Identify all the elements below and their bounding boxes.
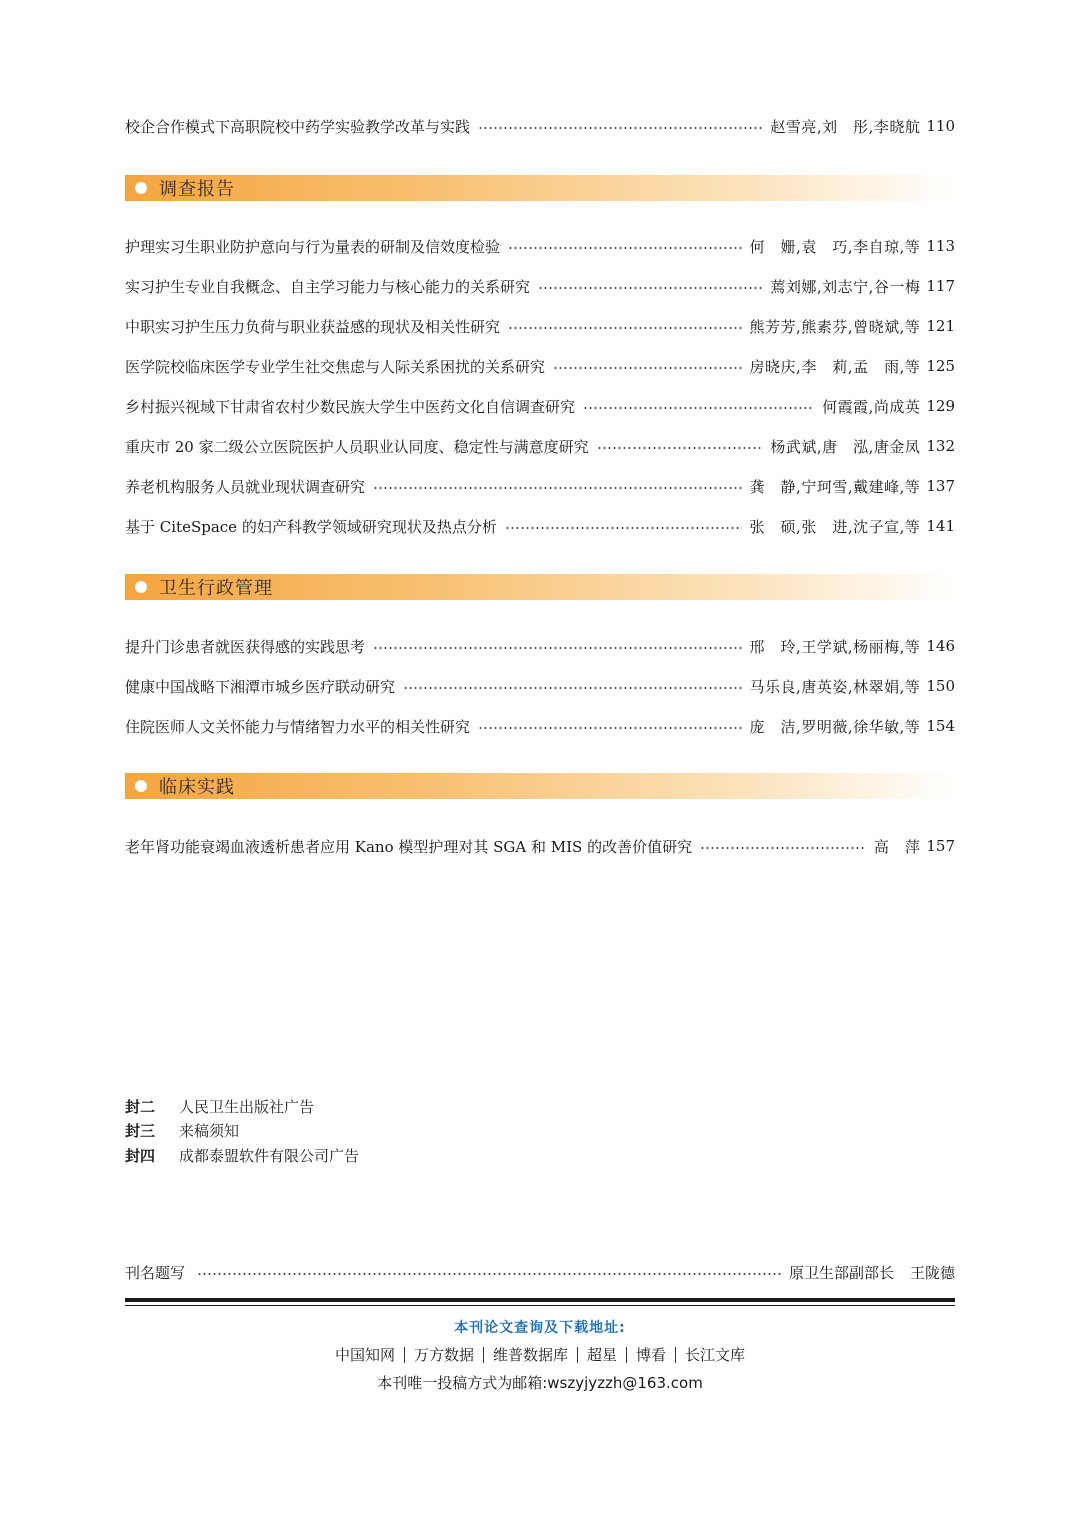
divider-thin: [125, 1305, 955, 1306]
section-label: 临床实践: [159, 777, 235, 798]
section-header-health-admin: [125, 574, 955, 600]
entry-page: 125: [926, 357, 955, 375]
entry-authors: 蔫刘娜,刘志宁,谷一梅: [770, 277, 921, 296]
cover-key: 封三: [125, 1121, 156, 1140]
database-item: 博看: [636, 1346, 667, 1364]
database-list: [0, 1344, 1080, 1365]
entry-authors: 熊芳芳,熊素芬,曾晓斌,等: [749, 317, 921, 336]
separator: [577, 1347, 578, 1363]
title-inscription: [125, 1260, 955, 1284]
leader-dots: [597, 447, 763, 449]
toc-entry[interactable]: [125, 234, 955, 258]
cover-value: 来稿须知: [179, 1121, 240, 1140]
entry-title: 校企合作模式下高职院校中药学实验教学改革与实践: [125, 117, 471, 136]
toc-entry[interactable]: [125, 674, 955, 698]
entry-authors: 杨武斌,唐 泓,唐金凤: [770, 437, 921, 456]
cover-note: [125, 1119, 239, 1141]
separator: [404, 1347, 405, 1363]
toc-entry[interactable]: [125, 474, 955, 498]
cover-note: [125, 1095, 314, 1117]
entry-authors: 赵雪亮,刘 彤,李晓航: [770, 117, 921, 136]
inscription-role: 原卫生部副部长: [788, 1263, 894, 1282]
database-item: 万方数据: [413, 1346, 474, 1364]
entry-authors: 高 萍: [873, 837, 921, 856]
toc-entry[interactable]: [125, 714, 955, 738]
leader-dots: [508, 247, 742, 249]
leader-dots: [583, 407, 814, 409]
leader-dots: [505, 527, 742, 529]
download-heading: 本刊论文查询及下载地址:: [454, 1320, 626, 1336]
cover-key: 封二: [125, 1097, 156, 1116]
entry-title: 护理实习生职业防护意向与行为量表的研制及信效度检验: [125, 237, 501, 256]
database-item: 超星: [587, 1346, 618, 1364]
section-label: 卫生行政管理: [159, 578, 273, 599]
toc-entry[interactable]: [125, 274, 955, 298]
leader-dots: [553, 367, 742, 369]
toc-entry[interactable]: [125, 314, 955, 338]
bullet-dot-icon: [135, 780, 147, 792]
toc-entry[interactable]: [125, 354, 955, 378]
entry-title: 提升门诊患者就医获得感的实践思考: [125, 637, 366, 656]
entry-title: 健康中国战略下湘潭市城乡医疗联动研究: [125, 677, 396, 696]
section-label: 调查报告: [159, 179, 235, 200]
entry-title: 老年肾功能衰竭血液透析患者应用 Kano 模型护理对其 SGA 和 MIS 的改善价值研究: [125, 837, 693, 856]
separator: [483, 1347, 484, 1363]
toc-entry[interactable]: [125, 114, 955, 138]
entry-page: 129: [926, 397, 955, 415]
divider-thick: [125, 1298, 955, 1302]
entry-page: 110: [926, 117, 955, 135]
entry-title: 基于 CiteSpace 的妇产科教学领域研究现状及热点分析: [125, 517, 497, 536]
cover-value: 成都泰盟软件有限公司广告: [179, 1146, 360, 1165]
leader-dots: [373, 487, 742, 489]
leader-dots: [403, 687, 742, 689]
submission-email: 本刊唯一投稿方式为邮箱:wszyjyzzh@163.com: [377, 1374, 703, 1392]
entry-page: 132: [926, 437, 955, 455]
entry-title: 养老机构服务人员就业现状调查研究: [125, 477, 366, 496]
database-item: 长江文库: [685, 1346, 746, 1364]
entry-title: 住院医师人文关怀能力与情绪智力水平的相关性研究: [125, 717, 471, 736]
toc-entry[interactable]: [125, 394, 955, 418]
toc-entry[interactable]: [125, 834, 955, 858]
toc-entry[interactable]: [125, 634, 955, 658]
leader-dots: [478, 727, 742, 729]
entry-page: 157: [926, 837, 955, 855]
entry-page: 141: [926, 517, 955, 535]
entry-authors: 龚 静,宁珂雪,戴建峰,等: [749, 477, 921, 496]
entry-page: 121: [926, 317, 955, 335]
entry-page: 113: [926, 237, 955, 255]
entry-page: 117: [926, 277, 955, 295]
entry-authors: 何 姗,袁 巧,李自琼,等: [749, 237, 921, 256]
inscription-name: 王陇德: [909, 1263, 955, 1282]
entry-title: 重庆市 20 家二级公立医院医护人员职业认同度、稳定性与满意度研究: [125, 437, 589, 456]
toc-entry[interactable]: [125, 434, 955, 458]
entry-page: 137: [926, 477, 955, 495]
entry-title: 乡村振兴视域下甘肃省农村少数民族大学生中医药文化自信调查研究: [125, 397, 576, 416]
bullet-dot-icon: [135, 581, 147, 593]
leader-dots: [478, 127, 762, 129]
cover-value: 人民卫生出版社广告: [179, 1097, 315, 1116]
entry-page: 150: [926, 677, 955, 695]
entry-page: 146: [926, 637, 955, 655]
entry-title: 实习护生专业自我概念、自主学习能力与核心能力的关系研究: [125, 277, 531, 296]
inscription-label: 刊名题写: [125, 1263, 186, 1282]
entry-authors: 邢 玲,王学斌,杨丽梅,等: [749, 637, 921, 656]
database-item: 中国知网: [334, 1346, 395, 1364]
bullet-dot-icon: [135, 182, 147, 194]
entry-page: 154: [926, 717, 955, 735]
section-header-survey: [125, 175, 955, 201]
leader-dots: [538, 287, 762, 289]
entry-authors: 马乐良,唐英姿,林翠娟,等: [749, 677, 921, 696]
separator: [675, 1347, 676, 1363]
toc-entry[interactable]: [125, 514, 955, 538]
leader-dots: [373, 647, 742, 649]
cover-note: [125, 1144, 359, 1166]
leader-dots: [197, 1273, 781, 1275]
entry-authors: 张 硕,张 进,沈子宣,等: [749, 517, 921, 536]
cover-key: 封四: [125, 1146, 156, 1165]
separator: [626, 1347, 627, 1363]
entry-authors: 房晓庆,李 莉,孟 雨,等: [749, 357, 921, 376]
leader-dots: [700, 847, 866, 849]
entry-authors: 何霞霞,尚成英: [822, 397, 921, 416]
database-item: 维普数据库: [492, 1346, 568, 1364]
entry-title: 中职实习护生压力负荷与职业获益感的现状及相关性研究: [125, 317, 501, 336]
entry-title: 医学院校临床医学专业学生社交焦虑与人际关系困扰的关系研究: [125, 357, 546, 376]
entry-authors: 庞 洁,罗明薇,徐华敏,等: [749, 717, 921, 736]
section-header-clinical-practice: [125, 773, 955, 799]
leader-dots: [508, 327, 742, 329]
